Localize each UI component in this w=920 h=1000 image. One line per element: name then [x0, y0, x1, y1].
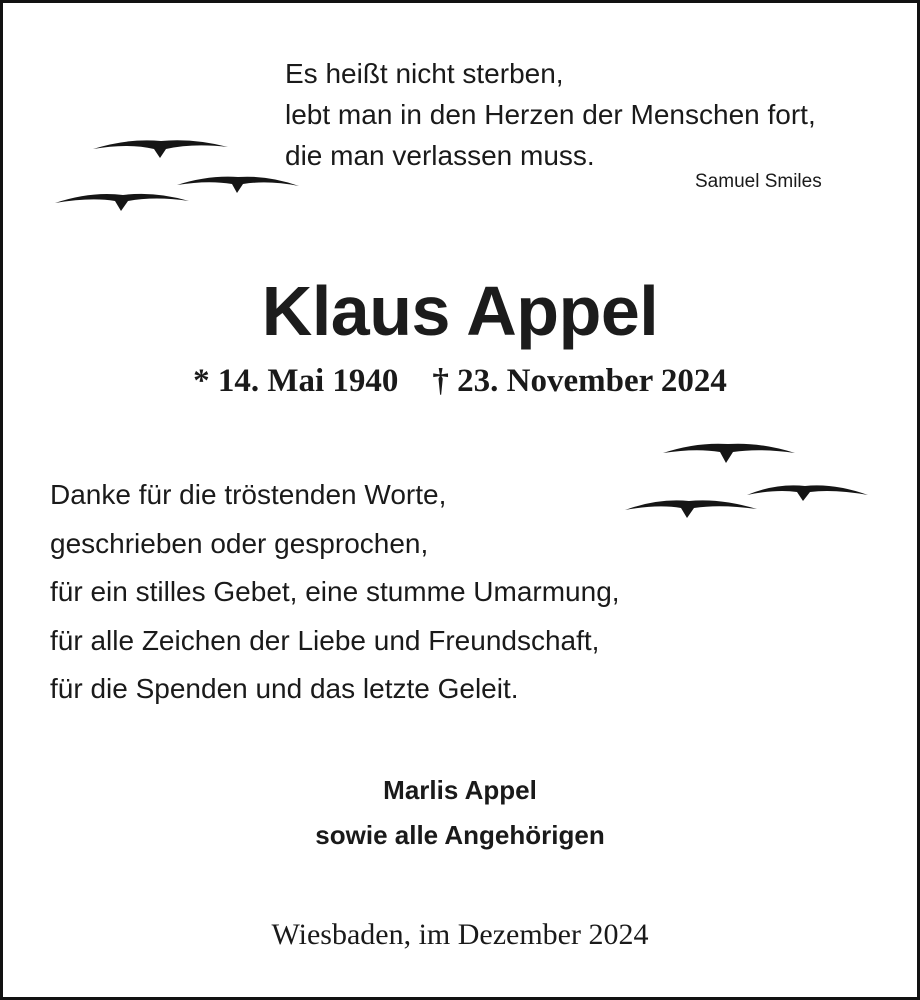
quote	[285, 53, 816, 176]
thanks-line: für ein stilles Gebet, eine stumme Umarmung,	[50, 576, 620, 607]
bird-icon	[625, 500, 757, 518]
quote-line: die man verlassen muss.	[285, 140, 595, 171]
thanks-line: für alle Zeichen der Liebe und Freundschaft,	[50, 624, 600, 656]
bird-icon	[93, 140, 228, 158]
bird-icon	[663, 444, 795, 463]
deceased-name: Klaus Appel	[261, 272, 659, 350]
bird-icon	[55, 194, 189, 211]
death-date: † 23. November 2024	[432, 363, 727, 399]
birth-date: * 14. Mai 1940	[193, 363, 399, 399]
quote-author: Samuel Smiles	[695, 171, 822, 192]
quote-line: Es heißt nicht sterben,	[285, 58, 564, 89]
bird-icon	[747, 485, 868, 501]
thanks-line: Danke für die tröstenden Worte,	[50, 479, 447, 510]
life-dates	[3, 363, 917, 400]
thanks-line: für die Spenden und das letzte Geleit.	[50, 673, 519, 704]
signatory-name: Marlis Appel	[383, 775, 537, 805]
thanks-text	[50, 471, 620, 714]
quote-line: lebt man in den Herzen der Menschen fort,	[285, 99, 816, 130]
thanks-line: geschrieben oder gesprochen,	[50, 527, 429, 559]
signatory-relatives: sowie alle Angehörigen	[315, 820, 605, 850]
place-date: Wiesbaden, im Dezember 2024	[271, 918, 649, 951]
bird-icon	[177, 177, 299, 193]
